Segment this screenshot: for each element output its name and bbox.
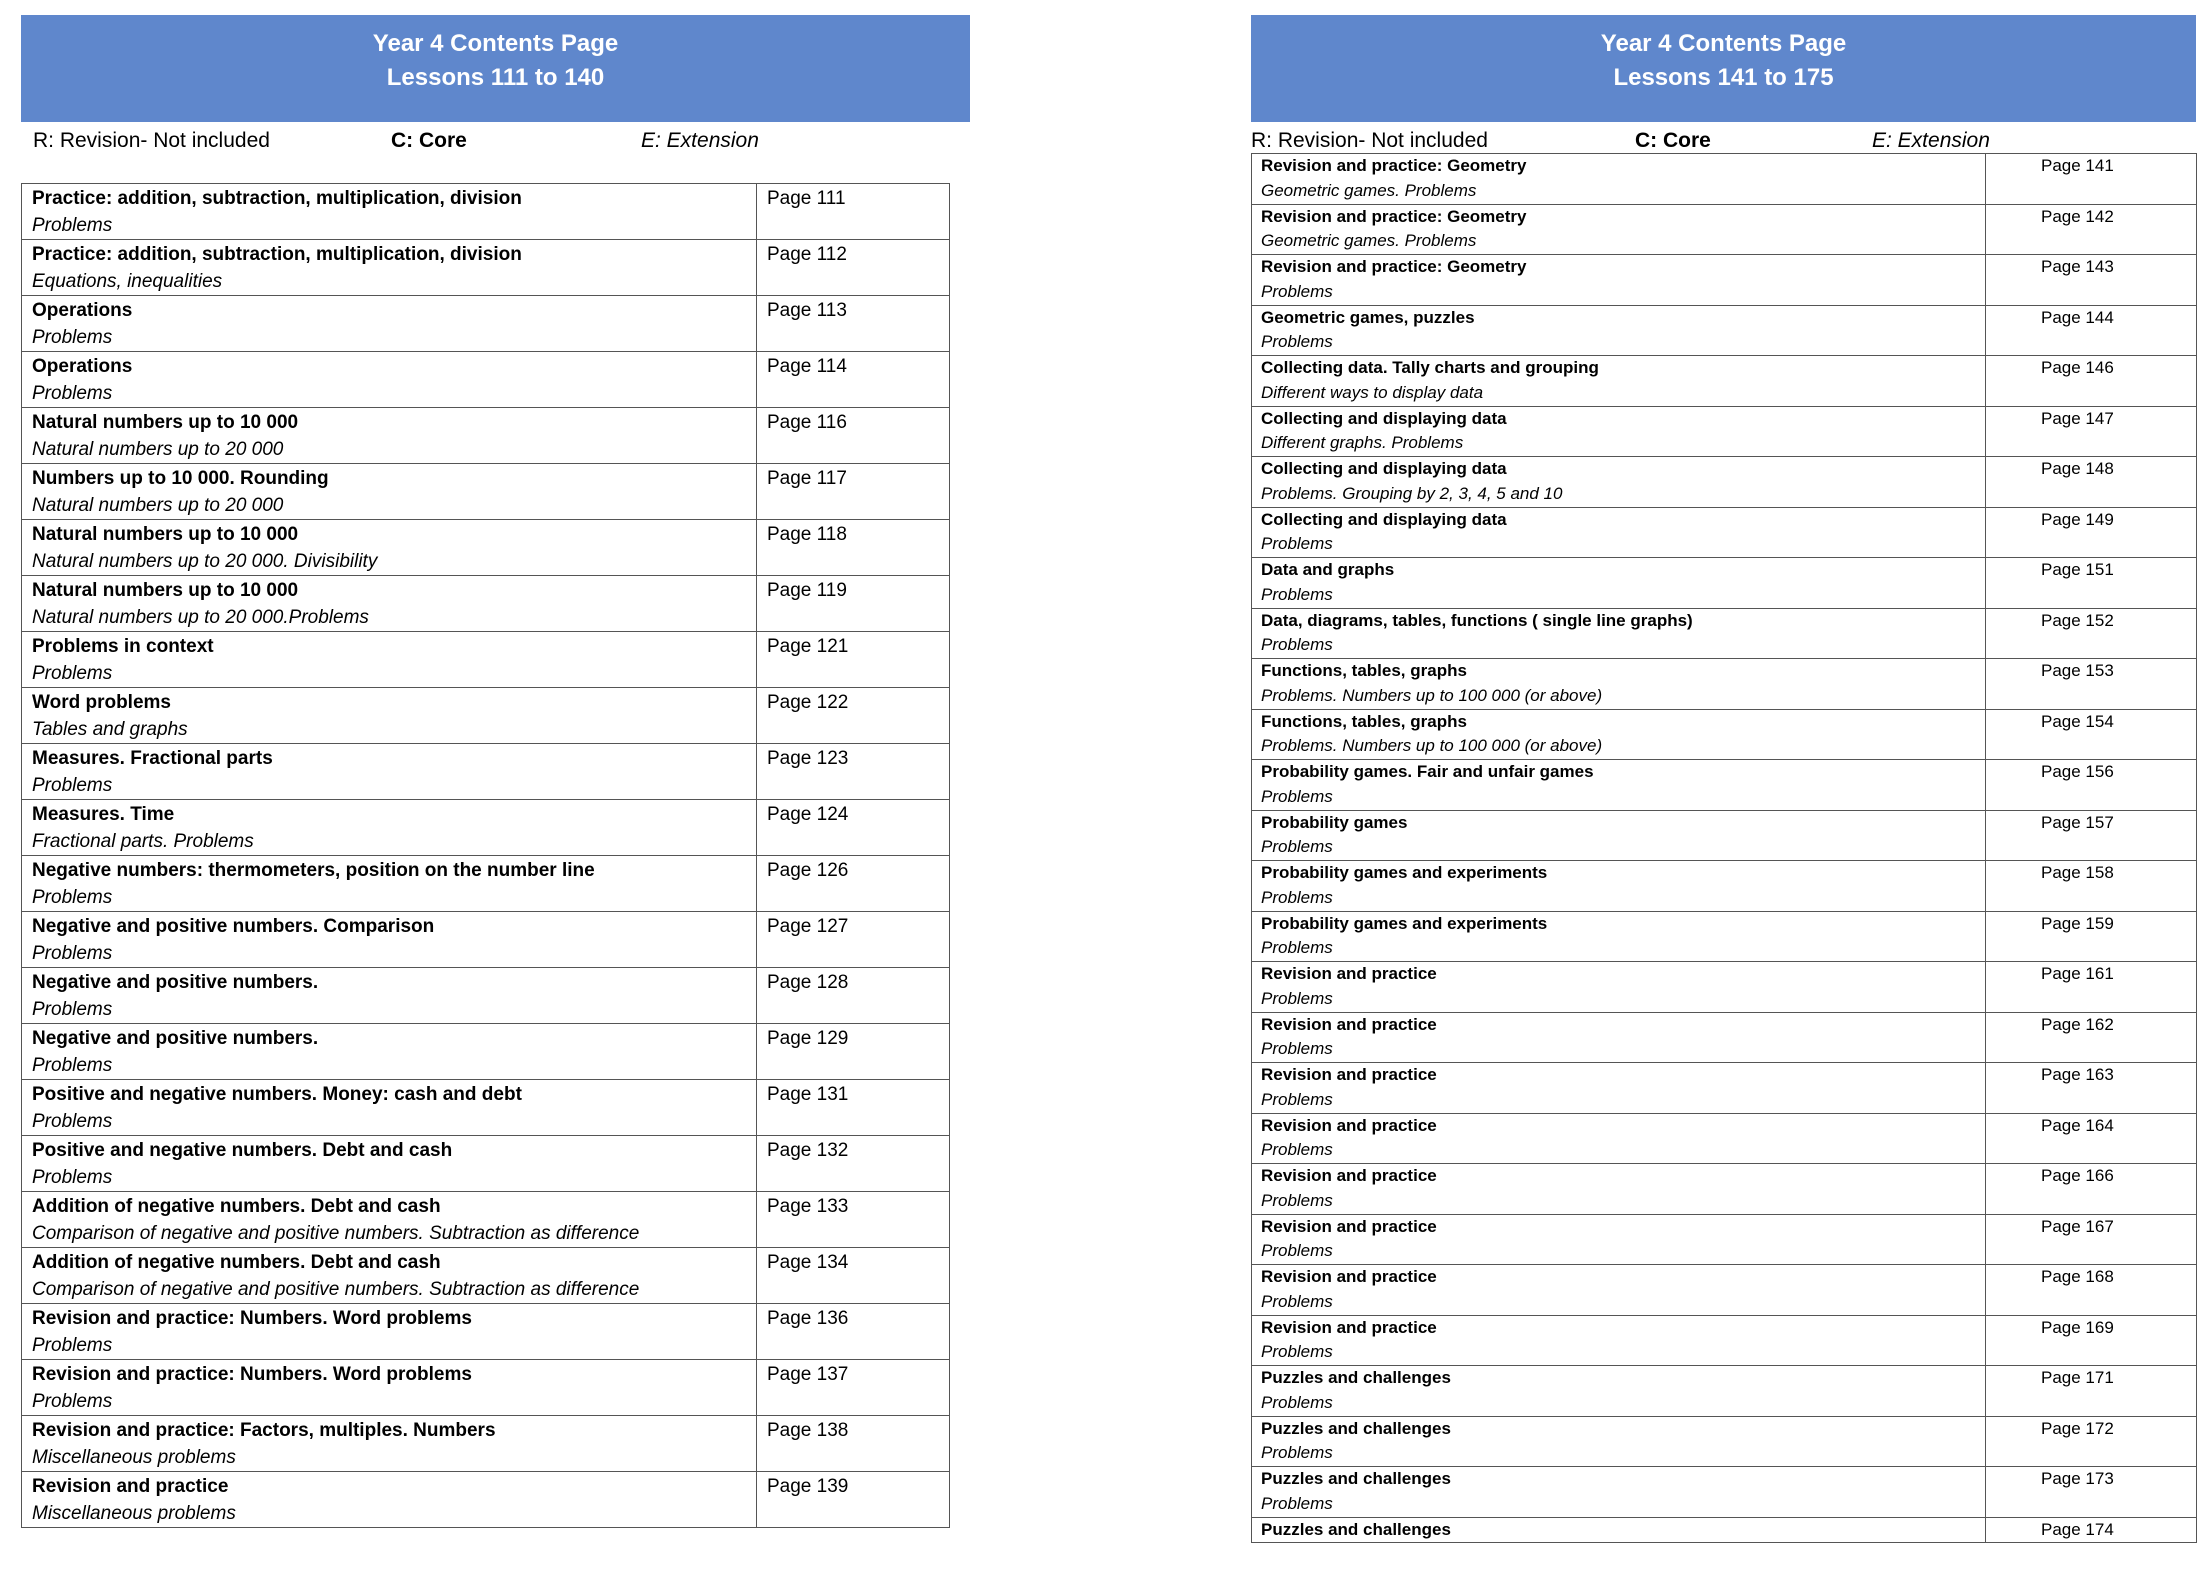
lesson-cell	[22, 1360, 757, 1416]
lesson-title: Revision and practice: Geometry	[1261, 156, 1527, 175]
lesson-subtitle: Problems	[1261, 887, 1333, 907]
table-row	[22, 632, 950, 688]
page-number: Page 154	[1986, 709, 2197, 760]
lesson-subtitle: Geometric games. Problems	[1261, 231, 1477, 250]
lesson-cell	[1252, 255, 1986, 306]
lesson-subtitle: Natural numbers up to 20 000	[32, 439, 284, 460]
lesson-cell	[22, 744, 757, 800]
lesson-subtitle: Problems	[1261, 635, 1333, 654]
table-row	[22, 1248, 950, 1304]
page-number: Page 143	[1986, 255, 2197, 306]
lesson-subtitle: Miscellaneous problems	[32, 1503, 236, 1524]
lesson-subtitle: Problems	[32, 1391, 113, 1412]
page-number: Page 161	[1986, 962, 2197, 1013]
contents-table	[21, 183, 950, 1528]
table-row	[22, 296, 950, 352]
lesson-cell	[1252, 1366, 1986, 1417]
lesson-subtitle: Natural numbers up to 20 000.Problems	[32, 607, 369, 628]
lesson-title: Collecting data. Tally charts and grouping	[1261, 358, 1599, 377]
lesson-title: Revision and practice: Geometry	[1261, 206, 1527, 226]
lesson-cell	[22, 1248, 757, 1304]
lesson-title: Numbers up to 10 000. Rounding	[32, 468, 329, 489]
lesson-cell	[22, 1472, 757, 1528]
lesson-cell	[1252, 1416, 1986, 1467]
lesson-cell	[1252, 659, 1986, 710]
lesson-title: Revision and practice: Numbers. Word problems	[32, 1308, 472, 1329]
table-row	[22, 1416, 950, 1472]
contents-page-right	[1251, 15, 2196, 1539]
page-subtitle: Lessons 111 to 140	[386, 64, 605, 91]
lesson-subtitle: Miscellaneous problems	[32, 1447, 236, 1468]
table-row	[22, 240, 950, 296]
lesson-title: Functions, tables, graphs	[1261, 661, 1467, 680]
lesson-title: Revision and practice	[1261, 1166, 1437, 1185]
page-number: Page 142	[1986, 204, 2197, 255]
table-row	[1252, 709, 2197, 760]
page-number: Page 151	[1986, 558, 2197, 609]
lesson-cell	[1252, 760, 1986, 811]
page-number: Page 162	[1986, 1012, 2197, 1063]
page-number: Page 116	[757, 408, 950, 464]
lesson-cell	[1252, 1012, 1986, 1063]
table-row	[22, 968, 950, 1024]
lesson-subtitle: Problems	[1261, 1291, 1333, 1311]
lesson-title: Revision and practice	[1261, 1317, 1437, 1337]
table-row	[1252, 305, 2197, 356]
lesson-cell	[1252, 305, 1986, 356]
table-row	[22, 1360, 950, 1416]
lesson-subtitle: Problems	[1261, 988, 1333, 1008]
lesson-cell	[22, 576, 757, 632]
lesson-cell	[1252, 1517, 1986, 1543]
table-row	[22, 912, 950, 968]
contents-table-body	[22, 184, 950, 1528]
lesson-cell	[22, 520, 757, 576]
table-row	[1252, 457, 2197, 508]
lesson-subtitle: Problems	[32, 327, 113, 348]
lesson-cell	[22, 800, 757, 856]
table-row	[1252, 1366, 2197, 1417]
page-number: Page 126	[757, 856, 950, 912]
lesson-cell	[22, 1080, 757, 1136]
lesson-title: Puzzles and challenges	[1261, 1368, 1451, 1387]
page-number: Page 152	[1986, 608, 2197, 659]
page-number: Page 157	[1986, 810, 2197, 861]
page-number: Page 163	[1986, 1063, 2197, 1114]
lesson-cell	[1252, 1113, 1986, 1164]
table-row	[1252, 406, 2197, 457]
lesson-cell	[22, 1192, 757, 1248]
lesson-cell	[22, 688, 757, 744]
page-number: Page 136	[757, 1304, 950, 1360]
lesson-cell	[22, 632, 757, 688]
table-row	[1252, 962, 2197, 1013]
lesson-title: Puzzles and challenges	[1261, 1519, 1451, 1539]
lesson-subtitle: Problems	[1261, 332, 1333, 351]
lesson-subtitle: Fractional parts. Problems	[32, 831, 254, 852]
lesson-cell	[22, 240, 757, 296]
lesson-title: Geometric games, puzzles	[1261, 307, 1475, 327]
table-row	[1252, 659, 2197, 710]
lesson-subtitle: Problems	[32, 1167, 113, 1188]
lesson-cell	[1252, 1063, 1986, 1114]
table-row	[1252, 1416, 2197, 1467]
legend-core: C: Core	[391, 129, 467, 152]
lesson-cell	[1252, 204, 1986, 255]
lesson-title: Collecting and displaying data	[1261, 459, 1507, 478]
lesson-cell	[22, 856, 757, 912]
page-number: Page 173	[1986, 1467, 2197, 1518]
lesson-subtitle: Tables and graphs	[32, 719, 188, 740]
lesson-cell	[22, 1024, 757, 1080]
lesson-cell	[22, 296, 757, 352]
page-number: Page 159	[1986, 911, 2197, 962]
table-row	[1252, 1265, 2197, 1316]
table-row	[22, 1136, 950, 1192]
lesson-subtitle: Different ways to display data	[1261, 382, 1484, 402]
legend-extension: E: Extension	[1872, 129, 1990, 152]
lesson-cell	[1252, 709, 1986, 760]
lesson-subtitle: Problems. Numbers up to 100 000 (or above)	[1261, 736, 1603, 755]
lesson-cell	[1252, 1467, 1986, 1518]
lesson-subtitle: Problems	[1261, 1493, 1333, 1513]
table-row	[1252, 1517, 2197, 1543]
legend-revision: R: Revision- Not included	[1251, 129, 1488, 152]
lesson-title: Revision and practice: Geometry	[1261, 257, 1527, 276]
table-row	[1252, 608, 2197, 659]
table-row	[22, 520, 950, 576]
page-number: Page 128	[757, 968, 950, 1024]
lesson-title: Operations	[32, 300, 133, 321]
lesson-cell	[1252, 406, 1986, 457]
page-number: Page 127	[757, 912, 950, 968]
table-row	[1252, 255, 2197, 306]
page-number: Page 137	[757, 1360, 950, 1416]
lesson-subtitle: Problems	[1261, 786, 1333, 806]
lesson-subtitle: Different graphs. Problems	[1261, 433, 1464, 452]
lesson-subtitle: Problems	[32, 215, 113, 236]
lesson-cell	[1252, 1265, 1986, 1316]
table-row	[1252, 1113, 2197, 1164]
lesson-cell	[22, 408, 757, 464]
lesson-title: Natural numbers up to 10 000	[32, 524, 299, 545]
lesson-subtitle: Problems	[32, 999, 113, 1020]
lesson-title: Word problems	[32, 692, 171, 713]
lesson-subtitle: Problems	[1261, 1140, 1333, 1159]
table-row	[1252, 1214, 2197, 1265]
table-row	[22, 1024, 950, 1080]
table-row	[22, 576, 950, 632]
lesson-title: Revision and practice	[1261, 1115, 1437, 1135]
lesson-subtitle: Problems	[1261, 1392, 1333, 1412]
lesson-title: Probability games. Fair and unfair games	[1261, 762, 1594, 781]
lesson-title: Revision and practice	[1261, 1216, 1437, 1236]
table-row	[22, 464, 950, 520]
page-number: Page 129	[757, 1024, 950, 1080]
lesson-subtitle: Equations, inequalities	[32, 271, 223, 292]
lesson-subtitle: Problems	[1261, 1089, 1333, 1109]
lesson-title: Probability games and experiments	[1261, 913, 1548, 933]
page-number: Page 123	[757, 744, 950, 800]
lesson-title: Collecting and displaying data	[1261, 509, 1507, 529]
page-number: Page 117	[757, 464, 950, 520]
table-row	[1252, 204, 2197, 255]
lesson-cell	[1252, 154, 1986, 205]
table-row	[1252, 760, 2197, 811]
lesson-subtitle: Problems	[32, 1055, 113, 1076]
lesson-title: Natural numbers up to 10 000	[32, 580, 299, 601]
page-number: Page 122	[757, 688, 950, 744]
table-row	[1252, 1467, 2197, 1518]
table-row	[22, 184, 950, 240]
page-number: Page 113	[757, 296, 950, 352]
lesson-cell	[22, 1416, 757, 1472]
lesson-title: Probability games	[1261, 812, 1408, 832]
page-number: Page 118	[757, 520, 950, 576]
lesson-cell	[1252, 1214, 1986, 1265]
lesson-title: Data, diagrams, tables, functions ( single line graphs)	[1261, 610, 1693, 630]
page-number: Page 158	[1986, 861, 2197, 912]
lesson-cell	[1252, 457, 1986, 508]
legend-extension: E: Extension	[641, 129, 759, 152]
table-row	[22, 1192, 950, 1248]
lesson-subtitle: Problems	[1261, 1342, 1333, 1361]
lesson-cell	[1252, 911, 1986, 962]
lesson-title: Probability games and experiments	[1261, 863, 1548, 882]
lesson-title: Practice: addition, subtraction, multiplication, division	[32, 244, 522, 265]
lesson-cell	[22, 912, 757, 968]
lesson-title: Measures. Time	[32, 804, 175, 825]
lesson-title: Negative and positive numbers.	[32, 1028, 319, 1049]
lesson-subtitle: Problems	[32, 383, 113, 404]
page-title: Year 4 Contents Page	[1600, 30, 1847, 57]
page-number: Page 167	[1986, 1214, 2197, 1265]
lesson-title: Data and graphs	[1261, 560, 1395, 579]
lesson-subtitle: Problems	[32, 775, 113, 796]
page-number: Page 121	[757, 632, 950, 688]
lesson-subtitle: Problems. Numbers up to 100 000 (or above)	[1261, 685, 1603, 705]
lesson-title: Addition of negative numbers. Debt and cash	[32, 1252, 441, 1273]
page-number: Page 169	[1986, 1315, 2197, 1366]
lesson-title: Negative and positive numbers. Comparison	[32, 916, 435, 937]
lesson-cell	[1252, 962, 1986, 1013]
page-number: Page 111	[757, 184, 950, 240]
lesson-title: Positive and negative numbers. Money: cash and debt	[32, 1084, 522, 1105]
table-row	[1252, 558, 2197, 609]
lesson-subtitle: Problems	[1261, 1241, 1333, 1260]
lesson-cell	[1252, 608, 1986, 659]
contents-table	[1251, 153, 2197, 1543]
table-row	[22, 1472, 950, 1528]
lesson-title: Revision and practice	[32, 1476, 229, 1497]
page-number: Page 138	[757, 1416, 950, 1472]
lesson-title: Natural numbers up to 10 000	[32, 412, 299, 433]
lesson-title: Operations	[32, 356, 133, 377]
lesson-subtitle: Problems	[1261, 1039, 1333, 1058]
table-row	[1252, 154, 2197, 205]
page-number: Page 132	[757, 1136, 950, 1192]
lesson-cell	[1252, 861, 1986, 912]
lesson-title: Problems in context	[32, 636, 214, 657]
lesson-cell	[1252, 1164, 1986, 1215]
lesson-subtitle: Geometric games. Problems	[1261, 180, 1477, 200]
page-number: Page 148	[1986, 457, 2197, 508]
lesson-title: Functions, tables, graphs	[1261, 711, 1467, 731]
table-row	[1252, 1012, 2197, 1063]
lesson-title: Negative and positive numbers.	[32, 972, 319, 993]
lesson-title: Addition of negative numbers. Debt and cash	[32, 1196, 441, 1217]
table-row	[1252, 1315, 2197, 1366]
lesson-subtitle: Problems	[1261, 281, 1333, 301]
table-row	[1252, 1063, 2197, 1114]
page-number: Page 164	[1986, 1113, 2197, 1164]
lesson-title: Revision and practice	[1261, 1267, 1437, 1286]
lesson-title: Revision and practice: Numbers. Word problems	[32, 1364, 472, 1385]
table-row	[1252, 861, 2197, 912]
page-number: Page 156	[1986, 760, 2197, 811]
table-row	[1252, 356, 2197, 407]
lesson-subtitle: Problems	[1261, 837, 1333, 856]
lesson-cell	[22, 184, 757, 240]
page-number: Page 112	[757, 240, 950, 296]
lesson-subtitle: Problems	[1261, 534, 1333, 553]
lesson-subtitle: Problems	[1261, 584, 1333, 604]
table-row	[22, 1080, 950, 1136]
lesson-cell	[1252, 810, 1986, 861]
page-title: Year 4 Contents Page	[372, 30, 619, 57]
lesson-title: Puzzles and challenges	[1261, 1469, 1451, 1488]
page-number: Page 166	[1986, 1164, 2197, 1215]
lesson-subtitle: Problems. Grouping by 2, 3, 4, 5 and 10	[1261, 483, 1563, 503]
table-row	[22, 352, 950, 408]
page-number: Page 153	[1986, 659, 2197, 710]
lesson-cell	[1252, 507, 1986, 558]
lesson-subtitle: Comparison of negative and positive numbers. Subtraction as difference	[32, 1279, 640, 1300]
lesson-cell	[1252, 558, 1986, 609]
table-row	[1252, 911, 2197, 962]
lesson-cell	[22, 1304, 757, 1360]
page-number: Page 168	[1986, 1265, 2197, 1316]
lesson-title: Puzzles and challenges	[1261, 1418, 1451, 1438]
table-row	[22, 1304, 950, 1360]
lesson-cell	[22, 1136, 757, 1192]
title-banner	[1251, 15, 2196, 122]
table-row	[22, 744, 950, 800]
lesson-title: Revision and practice	[1261, 1065, 1437, 1084]
lesson-cell	[22, 352, 757, 408]
lesson-title: Collecting and displaying data	[1261, 408, 1507, 428]
lesson-subtitle: Problems	[32, 943, 113, 964]
table-row	[1252, 507, 2197, 558]
lesson-subtitle: Problems	[32, 663, 113, 684]
page-number: Page 124	[757, 800, 950, 856]
lesson-cell	[1252, 1315, 1986, 1366]
page-number: Page 139	[757, 1472, 950, 1528]
lesson-title: Revision and practice	[1261, 1014, 1437, 1034]
lesson-subtitle: Problems	[1261, 938, 1333, 957]
page-number: Page 171	[1986, 1366, 2197, 1417]
page-number: Page 174	[1986, 1517, 2197, 1543]
table-row	[22, 800, 950, 856]
lesson-cell	[1252, 356, 1986, 407]
lesson-subtitle: Problems	[1261, 1443, 1333, 1462]
lesson-subtitle: Problems	[32, 887, 113, 908]
table-row	[1252, 810, 2197, 861]
lesson-subtitle: Problems	[1261, 1190, 1333, 1210]
page-number: Page 141	[1986, 154, 2197, 205]
lesson-subtitle: Natural numbers up to 20 000	[32, 495, 284, 516]
lesson-subtitle: Problems	[32, 1335, 113, 1356]
lesson-cell	[22, 464, 757, 520]
lesson-title: Revision and practice	[1261, 964, 1437, 983]
title-banner	[21, 15, 970, 122]
table-row	[22, 688, 950, 744]
lesson-title: Positive and negative numbers. Debt and cash	[32, 1140, 453, 1161]
lesson-title: Measures. Fractional parts	[32, 748, 273, 769]
table-row	[1252, 1164, 2197, 1215]
contents-page-left	[21, 15, 970, 1524]
legend-core: C: Core	[1635, 129, 1711, 152]
lesson-title: Negative numbers: thermometers, position on the number line	[32, 860, 595, 881]
table-row	[22, 856, 950, 912]
lesson-title: Practice: addition, subtraction, multiplication, division	[32, 188, 522, 209]
table-row	[22, 408, 950, 464]
page-number: Page 144	[1986, 305, 2197, 356]
page-number: Page 172	[1986, 1416, 2197, 1467]
lesson-subtitle: Comparison of negative and positive numbers. Subtraction as difference	[32, 1223, 640, 1244]
page-number: Page 131	[757, 1080, 950, 1136]
page-subtitle: Lessons 141 to 175	[1613, 64, 1834, 91]
lesson-subtitle: Natural numbers up to 20 000. Divisibility	[32, 551, 378, 572]
legend-revision: R: Revision- Not included	[33, 129, 270, 152]
page-number: Page 149	[1986, 507, 2197, 558]
lesson-subtitle: Problems	[32, 1111, 113, 1132]
legend	[21, 129, 970, 169]
page-number: Page 119	[757, 576, 950, 632]
page-number: Page 114	[757, 352, 950, 408]
page-number: Page 147	[1986, 406, 2197, 457]
page-number: Page 146	[1986, 356, 2197, 407]
contents-table-body	[1252, 154, 2197, 1543]
page-number: Page 134	[757, 1248, 950, 1304]
page-number: Page 133	[757, 1192, 950, 1248]
lesson-cell	[22, 968, 757, 1024]
lesson-title: Revision and practice: Factors, multiples. Numbers	[32, 1420, 496, 1441]
